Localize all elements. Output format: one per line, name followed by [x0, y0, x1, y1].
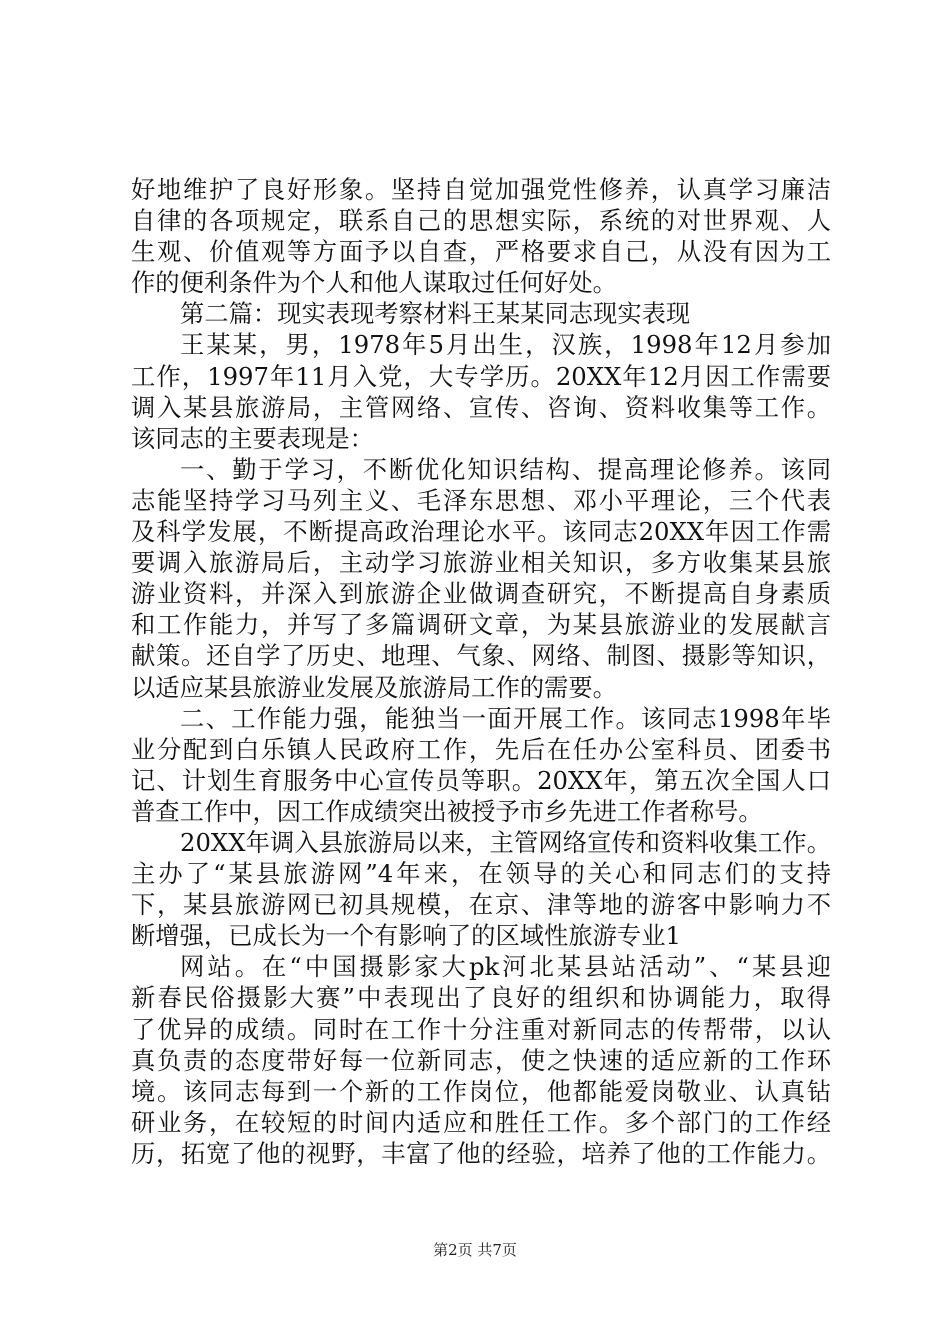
text-line-30: 境。该同志每到一个新的工作岗位，他都能爱岗敬业、认真钻 — [131, 1076, 831, 1106]
text-line-7: 工作，1997年11月入党，大专学历。20XX年12月因工作需要 — [131, 361, 831, 391]
text-line-21: 普查工作中，因工作成绩突出被授予市乡先进工作者称号。 — [131, 796, 763, 826]
text-line-31: 研业务，在较短的时间内适应和胜任工作。多个部门的工作经 — [131, 1107, 831, 1137]
text-line-15: 和工作能力，并写了多篇调研文章，为某县旅游业的发展献言 — [131, 610, 831, 640]
text-line-24: 下，某县旅游网已初具规模，在京、津等地的游客中影响力不 — [131, 890, 831, 920]
text-line-13: 要调入旅游局后，主动学习旅游业相关知识，多方收集某县旅 — [131, 548, 831, 578]
text-line-1: 好地维护了良好形象。坚持自觉加强党性修养，认真学习廉洁 — [131, 175, 831, 204]
text-line-18: 二、工作能力强，能独当一面开展工作。该同志1998年毕 — [180, 703, 831, 733]
text-line-9: 该同志的主要表现是： — [131, 423, 374, 453]
text-line-32: 历，拓宽了他的视野，丰富了他的经验，培养了他的工作能力。 — [131, 1138, 831, 1168]
text-line-25: 断增强，已成长为一个有影响了的区域性旅游专业1 — [131, 921, 681, 951]
text-line-4: 作的便利条件为个人和他人谋取过任何好处。 — [131, 268, 617, 298]
text-line-22: 20XX年调入县旅游局以来，主管网络宣传和资料收集工作。 — [180, 827, 831, 857]
text-line-16: 献策。还自学了历史、地理、气象、网络、制图、摄影等知识， — [131, 641, 831, 671]
text-line-27: 新春民俗摄影大赛”中表现出了良好的组织和协调能力，取得 — [131, 983, 831, 1013]
text-line-29: 真负责的态度带好每一位新同志，使之快速的适应新的工作环 — [131, 1045, 831, 1075]
section-heading: 第二篇：现实表现考察材料王某某同志现实表现 — [180, 299, 691, 329]
text-line-19: 业分配到白乐镇人民政府工作，先后在任办公室科员、团委书 — [131, 734, 831, 764]
text-line-20: 记、计划生育服务中心宣传员等职。20XX年，第五次全国人口 — [131, 765, 831, 795]
text-line-10: 一、勤于学习，不断优化知识结构、提高理论修养。该同 — [180, 454, 831, 484]
text-line-3: 生观、价值观等方面予以自查，严格要求自己，从没有因为工 — [131, 237, 831, 267]
text-line-23: 主办了“某县旅游网”4年来，在领导的关心和同志们的支持 — [131, 859, 831, 889]
text-line-8: 调入某县旅游局，主管网络、宣传、咨询、资料收集等工作。 — [131, 392, 831, 422]
text-line-6: 王某某，男，1978年5月出生，汉族，1998年12月参加 — [180, 330, 831, 360]
page-number-footer: 第2页 共7页 — [433, 1241, 517, 1259]
text-line-12: 及科学发展，不断提高政治理论水平。该同志20XX年因工作需 — [131, 517, 831, 547]
text-line-2: 自律的各项规定，联系自己的思想实际，系统的对世界观、人 — [131, 206, 831, 236]
text-line-14: 游业资料，并深入到旅游企业做调查研究，不断提高自身素质 — [131, 579, 831, 609]
text-line-17: 以适应某县旅游业发展及旅游局工作的需要。 — [131, 672, 617, 702]
text-line-26: 网站。在“中国摄影家大pk河北某县站活动”、“某县迎 — [180, 952, 831, 982]
text-line-28: 了优异的成绩。同时在工作十分注重对新同志的传帮带，以认 — [131, 1014, 831, 1044]
document-body — [131, 174, 831, 1169]
text-line-11: 志能坚持学习马列主义、毛泽东思想、邓小平理论，三个代表 — [131, 485, 831, 515]
